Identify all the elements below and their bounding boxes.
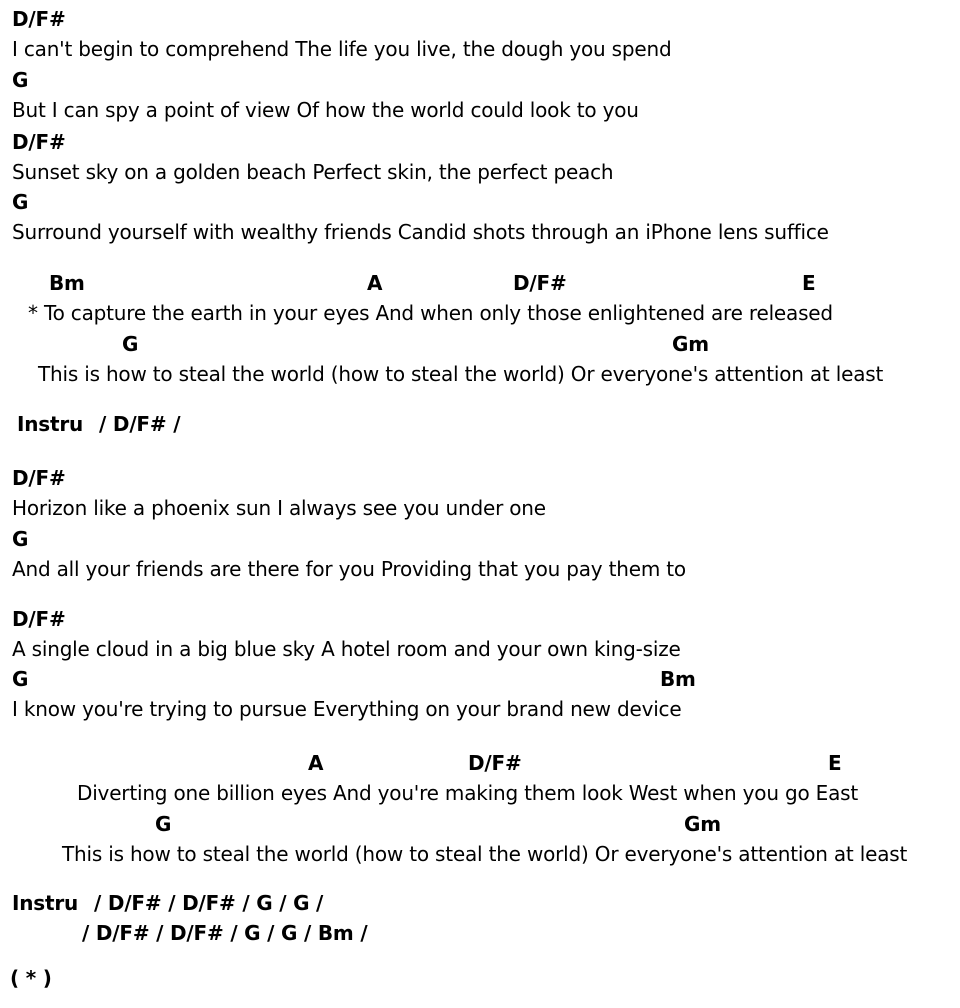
chord-d-f-sharp: D/F# — [12, 130, 66, 154]
verse2-lyric-4: I know you're trying to pursue Everything on your brand new device — [12, 697, 682, 721]
chord-a: A — [308, 751, 324, 775]
chord-g: G — [12, 527, 29, 551]
chord-g: G — [12, 190, 29, 214]
verse2-lyric-3: A single cloud in a big blue sky A hotel room and your own king-size — [12, 637, 681, 661]
verse2-chord-line-4 — [0, 664, 960, 694]
chord-e: E — [828, 751, 842, 775]
verse2-chord-line-3 — [0, 604, 960, 634]
instrumental-line-3: / D/F# / D/F# / G / G / Bm / — [82, 921, 368, 945]
verse1-chord-line-3 — [0, 127, 960, 157]
instrumental-line-2 — [12, 888, 323, 918]
chord-g: G — [12, 667, 29, 691]
chord-d-f-sharp: D/F# — [513, 271, 567, 295]
chord-bm: Bm — [660, 667, 696, 691]
verse1-lyric-4: Surround yourself with wealthy friends Candid shots through an iPhone lens suffice — [12, 220, 829, 244]
verse1-lyric-3: Sunset sky on a golden beach Perfect skin, the perfect peach — [12, 160, 614, 184]
verse2-chord-line-2 — [0, 524, 960, 554]
chorus2-lyric-1: Diverting one billion eyes And you're making them look West when you go East — [77, 781, 859, 805]
instrumental-chords: / D/F# / — [99, 412, 181, 436]
chord-e: E — [802, 271, 816, 295]
verse2-lyric-2: And all your friends are there for you Providing that you pay them to — [12, 557, 686, 581]
chorus1-chord-line-2 — [0, 329, 960, 359]
chord-gm: Gm — [684, 812, 721, 836]
verse1-lyric-2: But I can spy a point of view Of how the world could look to you — [12, 98, 639, 122]
footnote-asterisk: ( * ) — [10, 966, 52, 990]
chord-gm: Gm — [672, 332, 709, 356]
chorus2-lyric-2: This is how to steal the world (how to steal the world) Or everyone's attention at least — [62, 842, 908, 866]
section-label-instru: Instru — [12, 891, 79, 915]
chorus2-chord-line-1 — [0, 748, 960, 778]
chorus1-chord-line-1 — [0, 268, 960, 298]
chord-d-f-sharp: D/F# — [12, 607, 66, 631]
chorus1-lyric-1: * To capture the earth in your eyes And when only those enlightened are released — [28, 301, 833, 325]
chord-g: G — [12, 68, 29, 92]
chord-g: G — [122, 332, 139, 356]
verse1-chord-line-4 — [0, 187, 960, 217]
chord-d-f-sharp: D/F# — [12, 466, 66, 490]
chorus1-lyric-2: This is how to steal the world (how to steal the world) Or everyone's attention at least — [38, 362, 884, 386]
verse1-chord-line-1 — [0, 4, 960, 34]
chord-d-f-sharp: D/F# — [468, 751, 522, 775]
verse2-chord-line-1 — [0, 463, 960, 493]
section-label-instru: Instru — [17, 412, 84, 436]
verse2-lyric-1: Horizon like a phoenix sun I always see you under one — [12, 496, 546, 520]
chord-g: G — [155, 812, 172, 836]
instrumental-line-1 — [17, 409, 180, 439]
verse1-lyric-1: I can't begin to comprehend The life you live, the dough you spend — [12, 37, 672, 61]
chord-bm: Bm — [49, 271, 85, 295]
verse1-chord-line-2 — [0, 65, 960, 95]
chord-a: A — [367, 271, 383, 295]
instrumental-chords: / D/F# / D/F# / G / G / — [94, 891, 324, 915]
chord-d-f-sharp: D/F# — [12, 7, 66, 31]
chorus2-chord-line-2 — [0, 809, 960, 839]
